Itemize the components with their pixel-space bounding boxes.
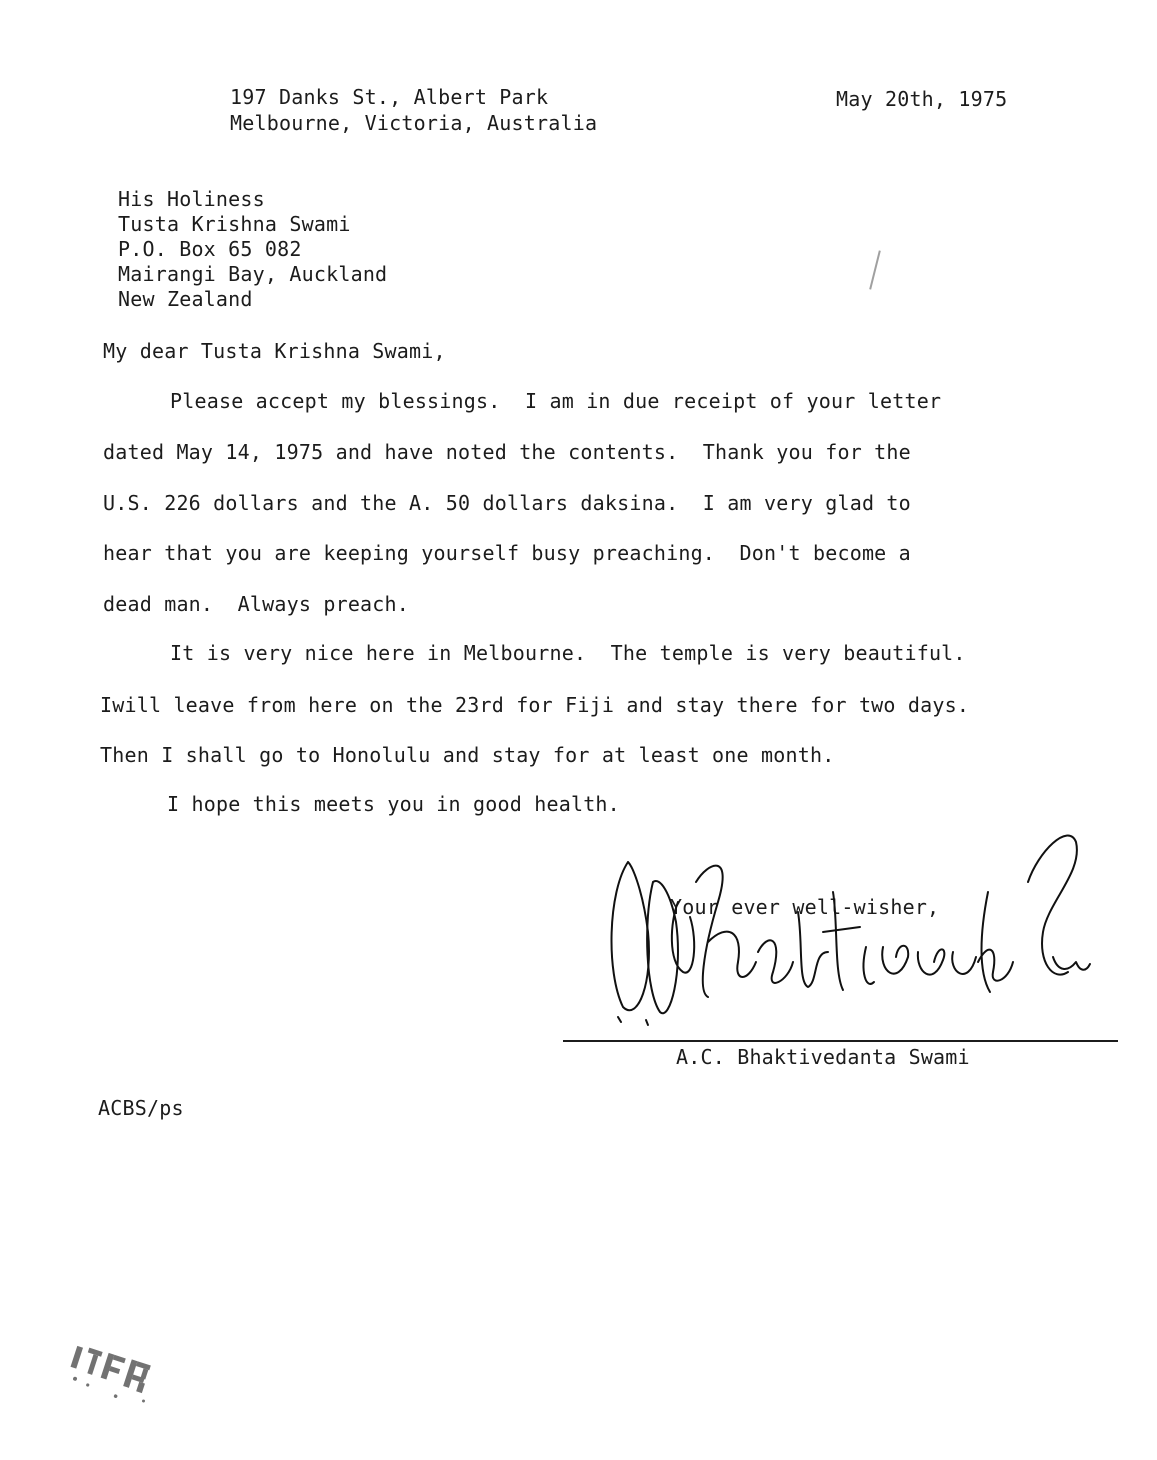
body-line-8: Then I shall go to Honolulu and stay for at least one month. xyxy=(100,743,835,767)
archive-stamp xyxy=(62,1340,162,1410)
body-line-1: Please accept my blessings. I am in due receipt of your letter xyxy=(170,389,942,413)
sender-address-line-1: 197 Danks St., Albert Park xyxy=(230,85,549,109)
closing: Your ever well-wisher, xyxy=(670,895,940,919)
letter-date: May 20th, 1975 xyxy=(836,87,1008,111)
body-line-4: hear that you are keeping yourself busy preaching. Don't become a xyxy=(103,541,911,565)
body-line-6: It is very nice here in Melbourne. The temple is very beautiful. xyxy=(170,641,966,665)
signer-name: A.C. Bhaktivedanta Swami xyxy=(676,1045,970,1069)
sender-address-line-2: Melbourne, Victoria, Australia xyxy=(230,111,598,135)
salutation: My dear Tusta Krishna Swami, xyxy=(103,339,446,363)
body-line-9: I hope this meets you in good health. xyxy=(167,792,620,816)
body-line-5: dead man. Always preach. xyxy=(103,592,410,616)
stray-pen-mark xyxy=(869,250,881,289)
body-line-3: U.S. 226 dollars and the A. 50 dollars daksina. I am very glad to xyxy=(103,491,911,515)
signature-rule xyxy=(563,1040,1118,1042)
recipient-address-line-2: Tusta Krishna Swami xyxy=(118,212,351,236)
body-line-2: dated May 14, 1975 and have noted the contents. Thank you for the xyxy=(103,440,911,464)
reference-initials: ACBS/ps xyxy=(98,1096,184,1120)
recipient-address-line-3: P.O. Box 65 082 xyxy=(118,237,302,261)
recipient-address-line-4: Mairangi Bay, Auckland xyxy=(118,262,388,286)
body-line-7: Iwill leave from here on the 23rd for Fiji and stay there for two days. xyxy=(100,693,970,717)
recipient-address-line-5: New Zealand xyxy=(118,287,253,311)
recipient-address-line-1: His Holiness xyxy=(118,187,265,211)
handwritten-signature xyxy=(598,822,1098,1032)
